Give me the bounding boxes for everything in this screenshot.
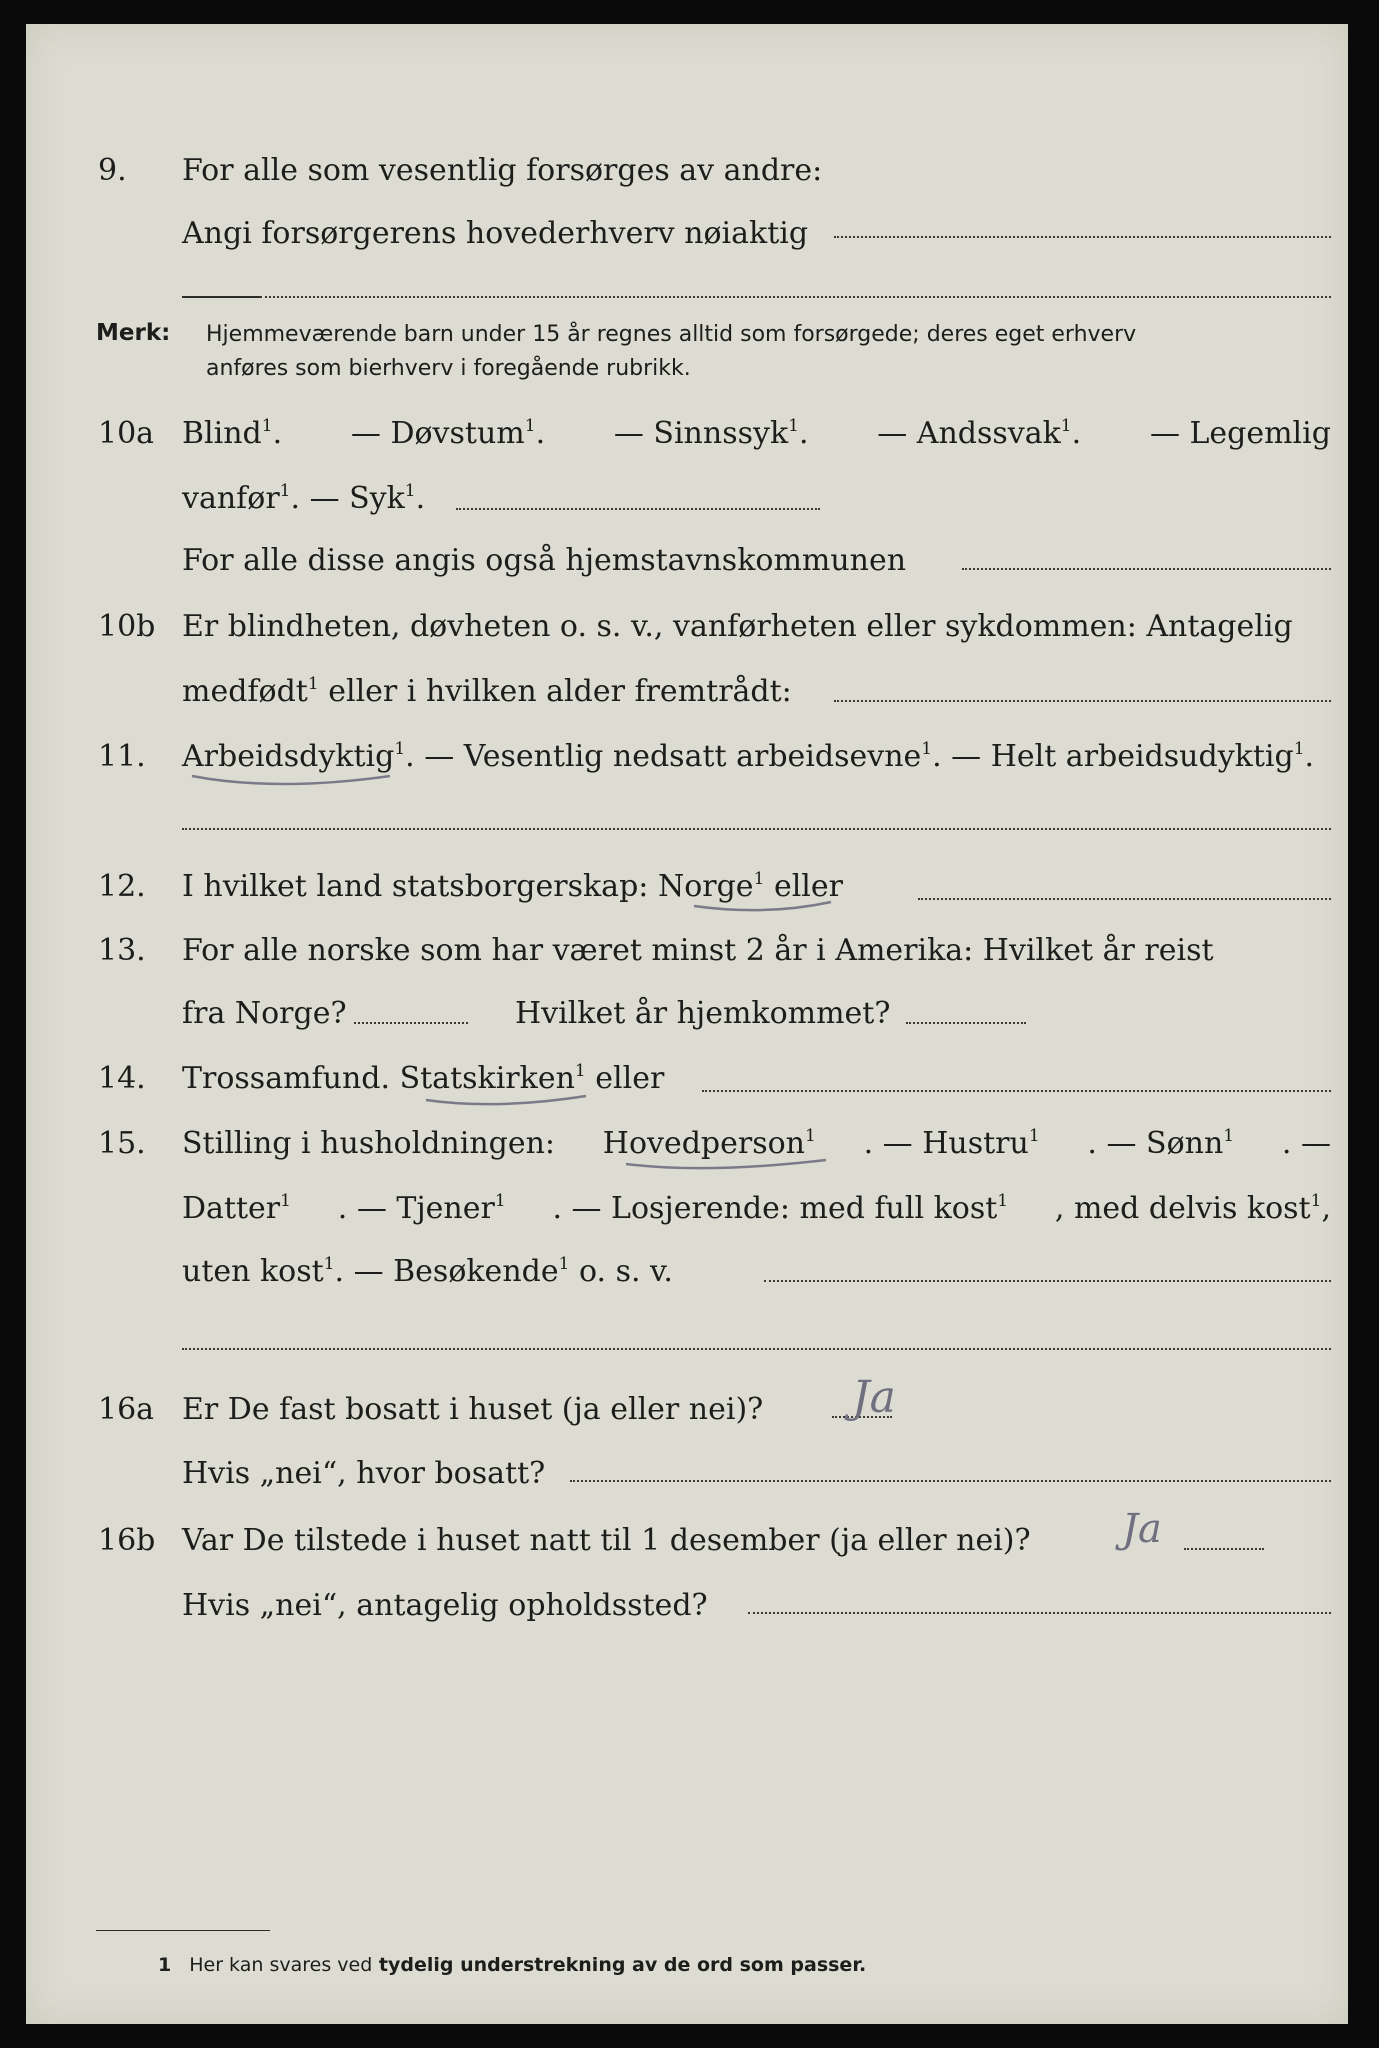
question-number: 16b <box>98 1523 156 1558</box>
option-tjener[interactable]: . — Tjener$^1$ <box>337 1191 506 1226</box>
question-text: Er blindheten, døvheten o. s. v., vanførheten eller sykdommen: Antagelig <box>182 609 1293 644</box>
question-text: Trossamfund. Statskirken$^1$ eller <box>182 1061 665 1096</box>
question-number: 10a <box>98 416 155 451</box>
note-text: Hjemmeværende barn under 15 år regnes alltid som forsørgede; deres eget erhverv <box>206 322 1137 347</box>
note-text: anføres som bierhverv i foregående rubrikk. <box>206 356 691 381</box>
underline-arbeidsdyktig <box>192 776 390 784</box>
handwritten-answer-16a: Ja <box>852 1372 896 1423</box>
option-besokende[interactable]: . — Besøkende$^1$ <box>334 1254 570 1289</box>
question-text: Hvilket år hjemkommet? <box>515 996 891 1031</box>
option-datter[interactable]: Datter$^1$ <box>182 1191 291 1226</box>
option-blind[interactable]: Blind$^1$. <box>182 416 283 451</box>
option-nedsatt[interactable]: . — Vesentlig nedsatt arbeidsevne$^1$ <box>405 739 933 774</box>
option-sonn[interactable]: . — Sønn$^1$ <box>1087 1126 1235 1161</box>
question-number: 16a <box>98 1392 155 1427</box>
question-text: Hvis „nei“, hvor bosatt? <box>182 1456 546 1491</box>
option-hovedperson[interactable]: Hovedperson$^1$ <box>602 1126 816 1161</box>
option-full-kost[interactable]: . — Losjerende: med full kost$^1$ <box>552 1191 1009 1226</box>
handwritten-answer-16b: Ja <box>1122 1506 1162 1552</box>
footnote: 1 Her kan svares ved tydelig understrekning av de ord som passer. <box>158 1954 867 1976</box>
pencil-underlines <box>26 24 1348 2024</box>
question-number: 14. <box>98 1061 146 1096</box>
question-text: For alle som vesentlig forsørges av andre: <box>182 153 823 188</box>
question-number: 12. <box>98 869 146 904</box>
question-text: Hvis „nei“, antagelig opholdssted? <box>182 1588 708 1623</box>
option-sinnssyk[interactable]: — Sinnssyk$^1$. <box>613 416 809 451</box>
option-delvis-kost[interactable]: , med delvis kost$^1$, <box>1054 1191 1331 1226</box>
question-text: fra Norge? <box>182 996 347 1031</box>
question-number: 15. <box>98 1126 146 1161</box>
question-text: Er De fast bosatt i huset (ja eller nei)? <box>182 1392 764 1427</box>
question-number: 13. <box>98 933 146 968</box>
underline-norge <box>694 902 831 910</box>
question-number: 9. <box>98 153 127 188</box>
census-form-page <box>26 24 1348 2024</box>
question-options: Stilling i husholdningen: Hovedperson$^1$ . — Hustru$^1$ . — Sønn$^1$ . — <box>182 1124 1331 1164</box>
question-text: Angi forsørgerens hovederhverv nøiaktig <box>182 216 809 251</box>
note-label: Merk: <box>96 320 171 346</box>
question-options: uten kost$^1$. — Besøkende$^1$ o. s. v. <box>182 1254 673 1289</box>
underline-hovedperson <box>626 1160 826 1168</box>
question-text: I hvilket land statsborgerskap: Norge$^1$ eller <box>182 869 843 904</box>
question-text: medfødt$^1$ eller i hvilken alder fremtrådt: <box>182 674 792 709</box>
option-norge[interactable]: Norge$^1$ <box>657 869 765 904</box>
option-uten-kost[interactable]: uten kost$^1$ <box>182 1254 335 1289</box>
option-udyktig[interactable]: . — Helt arbeidsudyktig$^1$. <box>932 739 1315 774</box>
option-vanfor-syk[interactable]: vanfør$^1$. — Syk$^1$. <box>182 481 426 516</box>
question-number: 10b <box>98 609 156 644</box>
option-andssvak[interactable]: — Andssvak$^1$. <box>877 416 1082 451</box>
question-text: For alle norske som har været minst 2 år i Amerika: Hvilket år reist <box>182 933 1214 968</box>
question-text: For alle disse angis også hjemstavnskommunen <box>182 543 907 578</box>
option-arbeidsdyktig[interactable]: Arbeidsdyktig$^1$ <box>182 739 406 774</box>
underline-statskirken <box>426 1096 586 1104</box>
footnote-rule <box>96 1930 270 1931</box>
option-hustru[interactable]: . — Hustru$^1$ <box>863 1126 1040 1161</box>
question-number: 11. <box>98 739 146 774</box>
option-dovstum[interactable]: — Døvstum$^1$. <box>350 416 546 451</box>
question-text: Var De tilstede i huset natt til 1 desember (ja eller nei)? <box>182 1523 1031 1558</box>
option-statskirken[interactable]: Statskirken$^1$ <box>399 1061 586 1096</box>
option-legemlig[interactable]: — Legemlig <box>1149 416 1331 451</box>
